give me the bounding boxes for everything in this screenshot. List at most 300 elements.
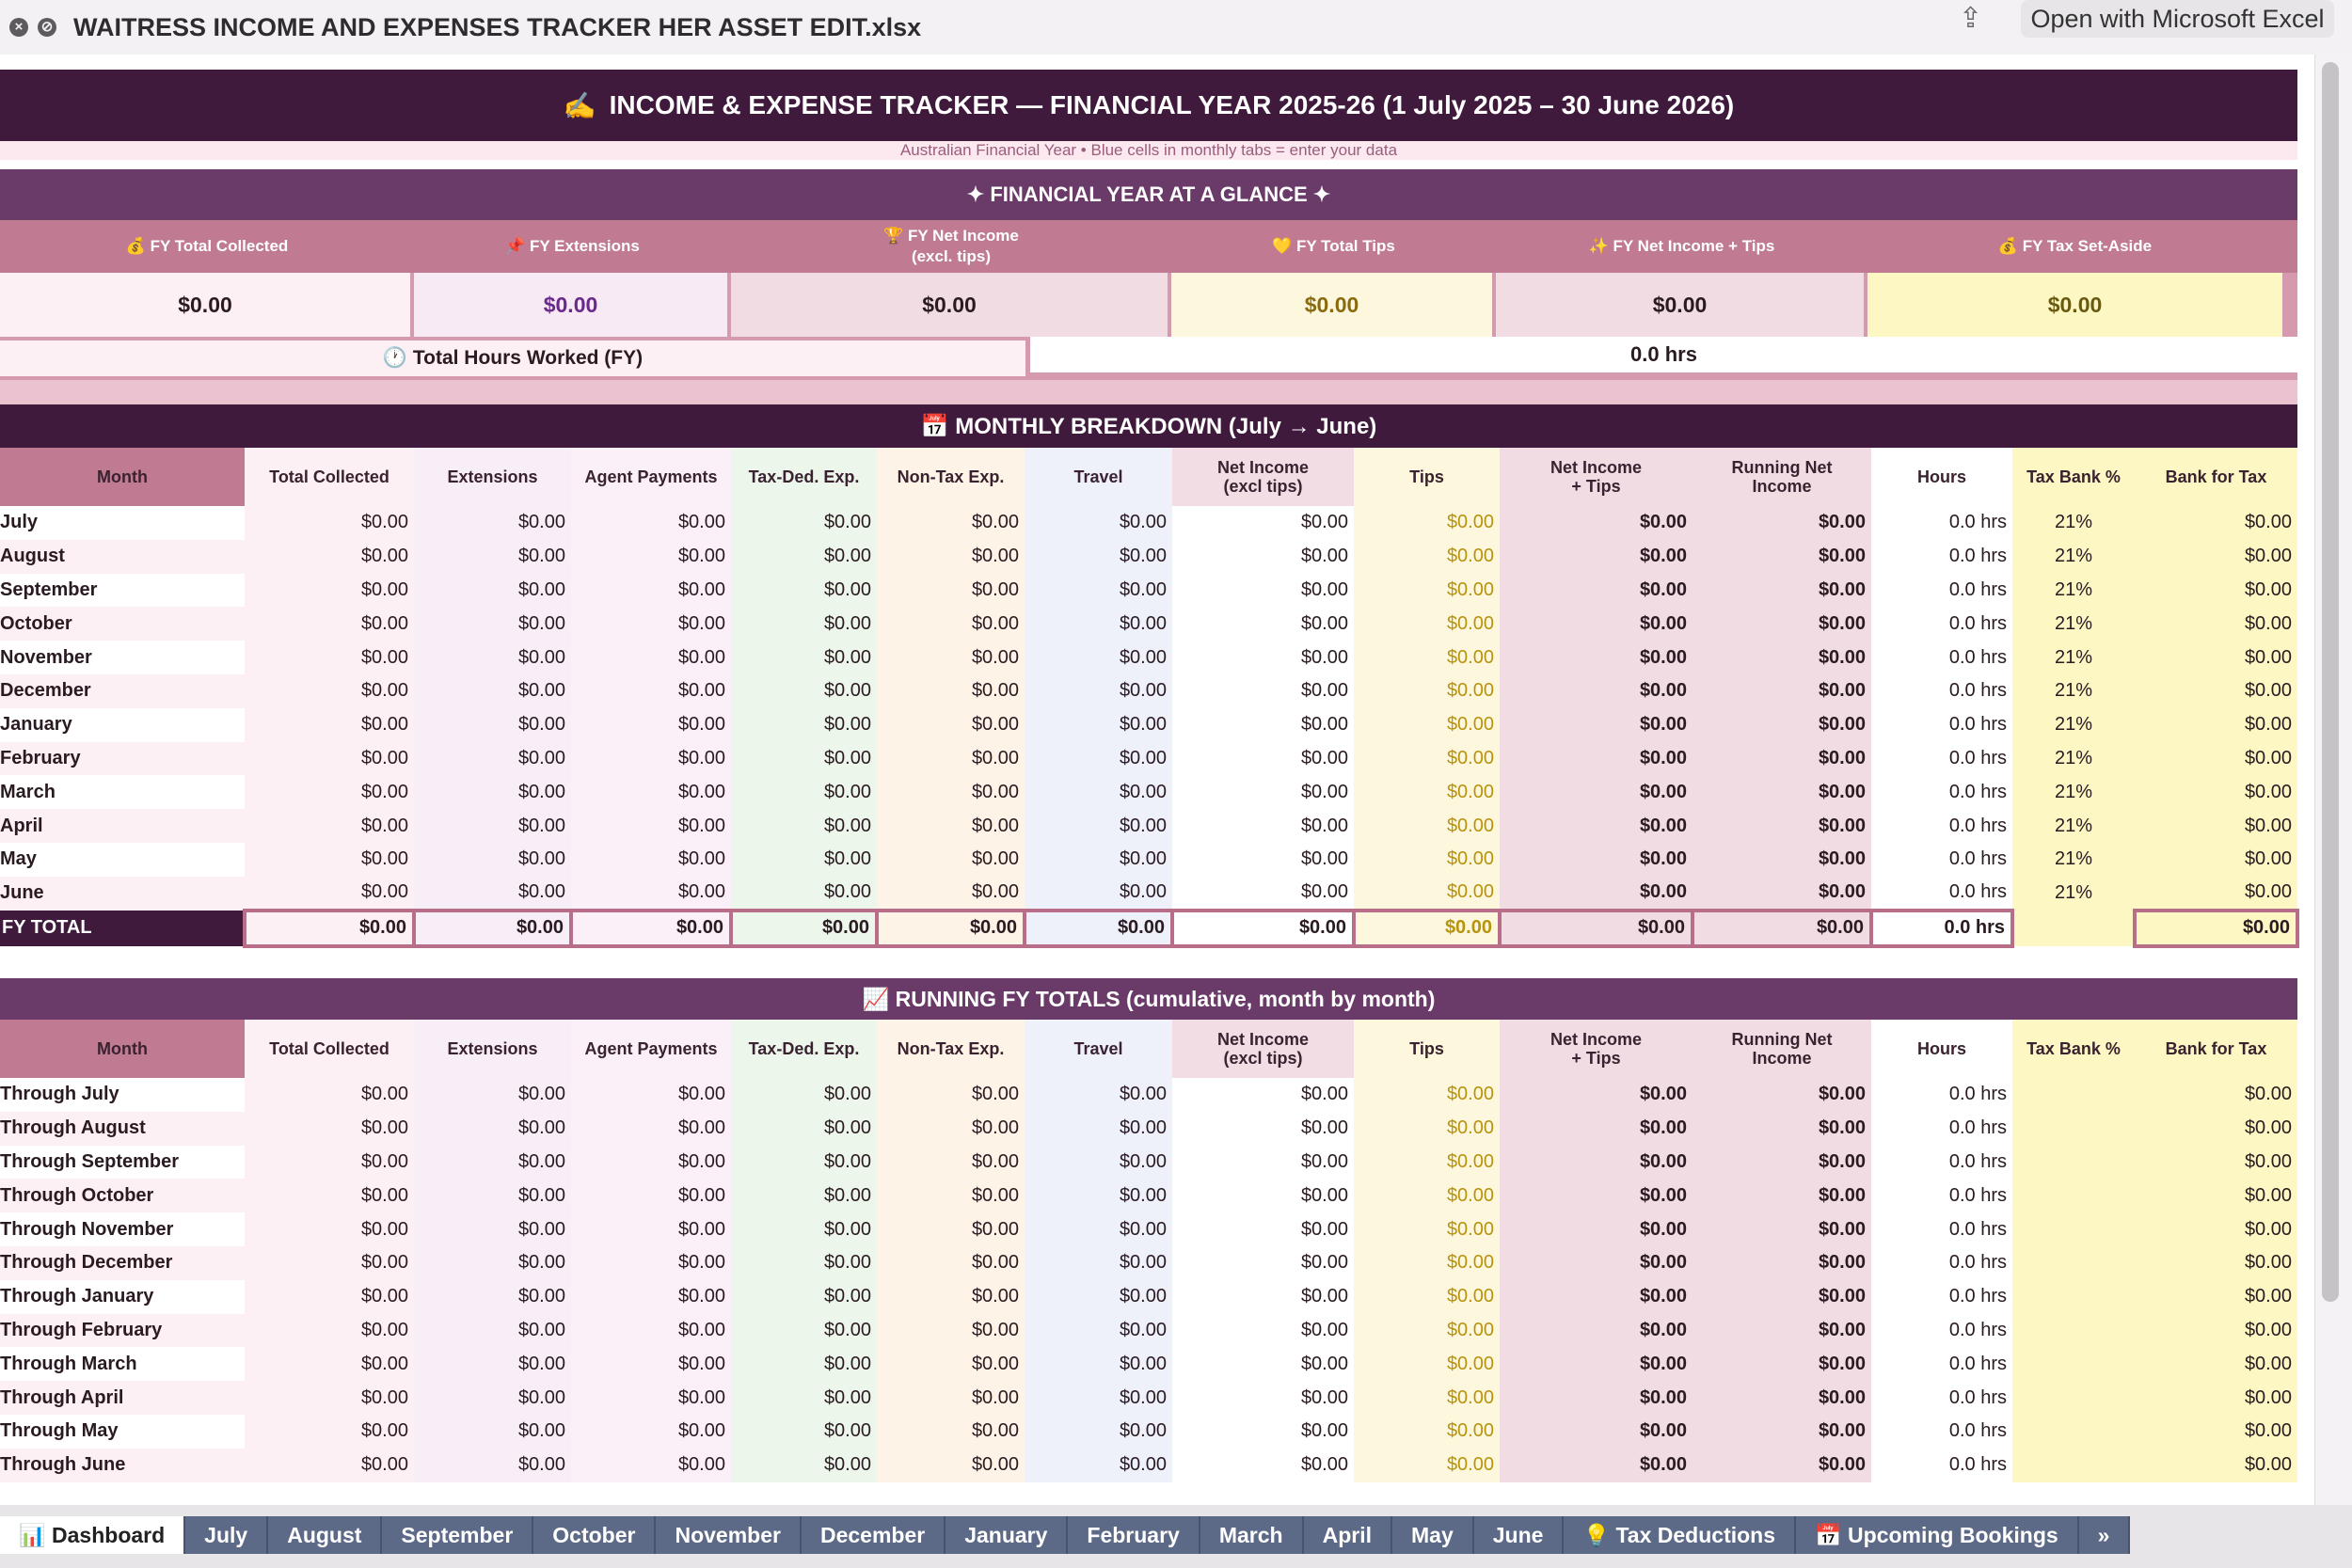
table-cell[interactable]: 21% — [2012, 641, 2135, 674]
table-cell[interactable]: $0.00 — [571, 1146, 731, 1180]
table-cell[interactable]: $0.00 — [731, 1347, 877, 1381]
table-cell[interactable]: $0.00 — [1500, 674, 1692, 708]
column-header[interactable]: Running Net Income — [1692, 1020, 1871, 1078]
table-cell[interactable]: 0.0 hrs — [1871, 775, 2012, 809]
total-cell[interactable]: $0.00 — [245, 911, 414, 946]
table-cell[interactable]: $0.00 — [731, 775, 877, 809]
table-cell[interactable]: $0.00 — [414, 742, 571, 776]
table-cell[interactable]: $0.00 — [571, 843, 731, 877]
table-cell[interactable]: $0.00 — [245, 1146, 414, 1180]
table-cell[interactable]: $0.00 — [877, 1381, 1025, 1415]
table-cell[interactable]: $0.00 — [1172, 574, 1354, 608]
column-header[interactable]: Travel — [1025, 1020, 1172, 1078]
table-cell[interactable]: $0.00 — [571, 708, 731, 742]
sheet-tab[interactable]: 💡 Tax Deductions — [1564, 1516, 1796, 1554]
table-cell[interactable]: $0.00 — [1692, 1078, 1871, 1112]
column-header[interactable]: Extensions — [414, 448, 571, 506]
row-label[interactable]: June — [0, 877, 245, 911]
table-cell[interactable]: $0.00 — [571, 1314, 731, 1348]
table-cell[interactable]: $0.00 — [1172, 1381, 1354, 1415]
table-cell[interactable]: 21% — [2012, 809, 2135, 843]
column-header[interactable]: Month — [0, 1020, 245, 1078]
total-cell[interactable]: $0.00 — [731, 911, 877, 946]
table-cell[interactable]: $0.00 — [1172, 708, 1354, 742]
table-cell[interactable]: $0.00 — [571, 809, 731, 843]
table-cell[interactable] — [2012, 1280, 2135, 1314]
table-cell[interactable]: $0.00 — [877, 641, 1025, 674]
table-cell[interactable]: $0.00 — [877, 607, 1025, 641]
table-cell[interactable]: $0.00 — [1692, 1280, 1871, 1314]
table-cell[interactable] — [2012, 1415, 2135, 1449]
table-cell[interactable]: 21% — [2012, 540, 2135, 574]
table-cell[interactable]: $0.00 — [1025, 607, 1172, 641]
column-header[interactable]: Hours — [1871, 1020, 2012, 1078]
table-cell[interactable]: 0.0 hrs — [1871, 1078, 2012, 1112]
row-label[interactable]: August — [0, 540, 245, 574]
table-cell[interactable]: $0.00 — [1354, 574, 1500, 608]
table-cell[interactable]: 0.0 hrs — [1871, 1179, 2012, 1212]
table-cell[interactable]: $0.00 — [877, 775, 1025, 809]
table-cell[interactable]: $0.00 — [1354, 775, 1500, 809]
table-cell[interactable]: $0.00 — [1692, 1314, 1871, 1348]
table-cell[interactable]: $0.00 — [245, 1212, 414, 1246]
table-cell[interactable]: $0.00 — [414, 1314, 571, 1348]
table-cell[interactable]: $0.00 — [877, 506, 1025, 540]
table-cell[interactable]: $0.00 — [1172, 540, 1354, 574]
table-cell[interactable]: $0.00 — [414, 1246, 571, 1280]
total-cell[interactable]: 0.0 hrs — [1871, 911, 2012, 946]
table-cell[interactable]: $0.00 — [245, 1314, 414, 1348]
table-cell[interactable] — [2012, 1179, 2135, 1212]
table-cell[interactable]: $0.00 — [1025, 1179, 1172, 1212]
table-cell[interactable]: $0.00 — [1354, 1314, 1500, 1348]
table-cell[interactable]: $0.00 — [1354, 1381, 1500, 1415]
table-cell[interactable]: 0.0 hrs — [1871, 540, 2012, 574]
sheet-tab[interactable]: February — [1068, 1516, 1200, 1554]
table-cell[interactable]: $0.00 — [414, 877, 571, 911]
table-cell[interactable]: $0.00 — [2135, 540, 2297, 574]
table-cell[interactable]: 21% — [2012, 843, 2135, 877]
table-cell[interactable]: $0.00 — [414, 1449, 571, 1482]
table-cell[interactable]: $0.00 — [414, 708, 571, 742]
table-cell[interactable]: $0.00 — [877, 1179, 1025, 1212]
table-cell[interactable]: $0.00 — [1500, 809, 1692, 843]
sheet-tab[interactable]: November — [656, 1516, 801, 1554]
table-cell[interactable]: $0.00 — [2135, 1212, 2297, 1246]
column-header[interactable]: Total Collected — [245, 448, 414, 506]
table-cell[interactable]: $0.00 — [2135, 1112, 2297, 1146]
table-cell[interactable]: $0.00 — [571, 1280, 731, 1314]
column-header[interactable]: Month — [0, 448, 245, 506]
column-header[interactable]: Bank for Tax — [2135, 1020, 2297, 1078]
column-header[interactable]: Tax-Ded. Exp. — [731, 448, 877, 506]
total-cell[interactable]: $0.00 — [1172, 911, 1354, 946]
table-cell[interactable]: $0.00 — [2135, 506, 2297, 540]
table-cell[interactable]: 0.0 hrs — [1871, 641, 2012, 674]
row-label[interactable]: March — [0, 775, 245, 809]
table-cell[interactable]: $0.00 — [1025, 708, 1172, 742]
table-cell[interactable]: $0.00 — [731, 1112, 877, 1146]
sheet-tab[interactable]: March — [1200, 1516, 1304, 1554]
table-cell[interactable]: $0.00 — [571, 1212, 731, 1246]
column-header[interactable]: Non-Tax Exp. — [877, 448, 1025, 506]
table-cell[interactable]: $0.00 — [1500, 1212, 1692, 1246]
table-cell[interactable]: $0.00 — [1692, 1212, 1871, 1246]
table-cell[interactable]: $0.00 — [731, 674, 877, 708]
column-header[interactable]: Extensions — [414, 1020, 571, 1078]
row-label[interactable]: Through February — [0, 1314, 245, 1348]
table-cell[interactable]: $0.00 — [1354, 809, 1500, 843]
table-cell[interactable]: $0.00 — [245, 1347, 414, 1381]
table-cell[interactable]: $0.00 — [1025, 1280, 1172, 1314]
table-cell[interactable]: $0.00 — [414, 1146, 571, 1180]
table-cell[interactable]: $0.00 — [1025, 1415, 1172, 1449]
table-cell[interactable]: $0.00 — [414, 1280, 571, 1314]
table-cell[interactable]: 0.0 hrs — [1871, 1146, 2012, 1180]
table-cell[interactable]: $0.00 — [2135, 1449, 2297, 1482]
table-cell[interactable]: $0.00 — [571, 775, 731, 809]
table-cell[interactable]: $0.00 — [1500, 775, 1692, 809]
scrollbar-thumb[interactable] — [2322, 62, 2339, 1302]
sheet-tab[interactable]: June — [1474, 1516, 1565, 1554]
table-cell[interactable]: $0.00 — [245, 607, 414, 641]
table-cell[interactable]: $0.00 — [731, 540, 877, 574]
table-cell[interactable]: $0.00 — [2135, 1246, 2297, 1280]
table-cell[interactable]: 21% — [2012, 775, 2135, 809]
column-header[interactable]: Net Income + Tips — [1500, 1020, 1692, 1078]
table-cell[interactable]: $0.00 — [1172, 1314, 1354, 1348]
table-cell[interactable]: $0.00 — [2135, 843, 2297, 877]
table-cell[interactable]: $0.00 — [2135, 574, 2297, 608]
table-cell[interactable]: $0.00 — [1025, 574, 1172, 608]
sheet-tab[interactable]: May — [1392, 1516, 1474, 1554]
table-cell[interactable]: $0.00 — [414, 607, 571, 641]
row-label[interactable]: Through March — [0, 1347, 245, 1381]
sheet-tab[interactable]: July — [185, 1516, 268, 1554]
row-label[interactable]: October — [0, 607, 245, 641]
row-label[interactable]: Through July — [0, 1078, 245, 1112]
total-cell[interactable]: $0.00 — [1500, 911, 1692, 946]
table-cell[interactable]: $0.00 — [731, 1280, 877, 1314]
row-label[interactable]: Through December — [0, 1246, 245, 1280]
table-cell[interactable]: $0.00 — [1692, 574, 1871, 608]
table-cell[interactable]: $0.00 — [414, 1381, 571, 1415]
table-cell[interactable]: $0.00 — [877, 1078, 1025, 1112]
table-cell[interactable]: $0.00 — [1025, 877, 1172, 911]
table-cell[interactable]: $0.00 — [1172, 843, 1354, 877]
total-cell[interactable]: $0.00 — [877, 911, 1025, 946]
table-cell[interactable]: $0.00 — [1500, 1078, 1692, 1112]
table-cell[interactable]: $0.00 — [414, 574, 571, 608]
table-cell[interactable]: $0.00 — [571, 1415, 731, 1449]
column-header[interactable]: Tax Bank % — [2012, 1020, 2135, 1078]
table-cell[interactable] — [2012, 1246, 2135, 1280]
table-cell[interactable]: $0.00 — [571, 1246, 731, 1280]
table-cell[interactable]: 21% — [2012, 506, 2135, 540]
row-label[interactable]: Through April — [0, 1381, 245, 1415]
table-cell[interactable]: $0.00 — [571, 877, 731, 911]
table-cell[interactable]: $0.00 — [2135, 674, 2297, 708]
table-cell[interactable]: $0.00 — [731, 641, 877, 674]
table-cell[interactable]: $0.00 — [1692, 674, 1871, 708]
table-cell[interactable]: $0.00 — [1025, 1381, 1172, 1415]
table-cell[interactable]: $0.00 — [1692, 775, 1871, 809]
table-cell[interactable]: $0.00 — [414, 1415, 571, 1449]
table-cell[interactable]: $0.00 — [414, 1078, 571, 1112]
row-label[interactable]: Through October — [0, 1179, 245, 1212]
column-header[interactable]: Bank for Tax — [2135, 448, 2297, 506]
row-label[interactable]: April — [0, 809, 245, 843]
table-cell[interactable]: $0.00 — [1500, 742, 1692, 776]
table-cell[interactable]: $0.00 — [245, 843, 414, 877]
table-cell[interactable]: $0.00 — [1692, 708, 1871, 742]
row-label[interactable]: Through November — [0, 1212, 245, 1246]
column-header[interactable]: Tax Bank % — [2012, 448, 2135, 506]
table-cell[interactable]: $0.00 — [731, 1449, 877, 1482]
close-icon[interactable]: × — [9, 18, 28, 37]
table-cell[interactable]: 21% — [2012, 742, 2135, 776]
table-cell[interactable]: $0.00 — [1025, 1112, 1172, 1146]
table-cell[interactable]: $0.00 — [2135, 809, 2297, 843]
table-cell[interactable]: $0.00 — [1172, 1347, 1354, 1381]
table-cell[interactable]: $0.00 — [2135, 607, 2297, 641]
table-cell[interactable]: $0.00 — [877, 1146, 1025, 1180]
column-header[interactable]: Net Income + Tips — [1500, 448, 1692, 506]
table-cell[interactable]: $0.00 — [2135, 1078, 2297, 1112]
table-cell[interactable]: $0.00 — [245, 641, 414, 674]
table-cell[interactable]: $0.00 — [245, 674, 414, 708]
table-cell[interactable]: $0.00 — [1500, 843, 1692, 877]
table-cell[interactable]: $0.00 — [1500, 1179, 1692, 1212]
table-cell[interactable]: $0.00 — [731, 574, 877, 608]
table-cell[interactable]: $0.00 — [1025, 1246, 1172, 1280]
table-cell[interactable]: $0.00 — [414, 540, 571, 574]
table-cell[interactable]: 21% — [2012, 574, 2135, 608]
table-cell[interactable]: $0.00 — [414, 1347, 571, 1381]
table-cell[interactable]: $0.00 — [1692, 607, 1871, 641]
column-header[interactable]: Non-Tax Exp. — [877, 1020, 1025, 1078]
table-cell[interactable]: $0.00 — [731, 1246, 877, 1280]
table-cell[interactable]: $0.00 — [571, 1347, 731, 1381]
table-cell[interactable]: $0.00 — [1172, 1449, 1354, 1482]
table-cell[interactable]: $0.00 — [245, 708, 414, 742]
sheet-tab[interactable]: 📊 Dashboard — [0, 1516, 185, 1554]
table-cell[interactable]: $0.00 — [1025, 540, 1172, 574]
table-cell[interactable]: $0.00 — [731, 1415, 877, 1449]
table-cell[interactable]: $0.00 — [1692, 1449, 1871, 1482]
table-cell[interactable]: $0.00 — [2135, 1179, 2297, 1212]
table-cell[interactable]: $0.00 — [245, 742, 414, 776]
table-cell[interactable]: $0.00 — [1692, 1246, 1871, 1280]
kpi-value[interactable]: $0.00 — [414, 273, 727, 337]
table-cell[interactable] — [2012, 1347, 2135, 1381]
sheet-tab[interactable]: 📅 Upcoming Bookings — [1796, 1516, 2079, 1554]
table-cell[interactable]: $0.00 — [1025, 1212, 1172, 1246]
table-cell[interactable]: $0.00 — [245, 1449, 414, 1482]
table-cell[interactable]: $0.00 — [414, 641, 571, 674]
table-cell[interactable]: 0.0 hrs — [1871, 1212, 2012, 1246]
table-cell[interactable]: $0.00 — [2135, 775, 2297, 809]
kpi-value[interactable]: $0.00 — [731, 273, 1168, 337]
table-cell[interactable]: $0.00 — [877, 843, 1025, 877]
table-cell[interactable]: $0.00 — [1354, 1112, 1500, 1146]
table-cell[interactable]: $0.00 — [245, 775, 414, 809]
total-cell[interactable]: $0.00 — [414, 911, 571, 946]
column-header[interactable]: Net Income (excl tips) — [1172, 1020, 1354, 1078]
row-label[interactable]: Through May — [0, 1415, 245, 1449]
table-cell[interactable]: $0.00 — [877, 809, 1025, 843]
row-label[interactable]: July — [0, 506, 245, 540]
total-cell[interactable]: $0.00 — [571, 911, 731, 946]
table-cell[interactable]: $0.00 — [1500, 1146, 1692, 1180]
table-cell[interactable]: $0.00 — [245, 506, 414, 540]
table-cell[interactable]: 21% — [2012, 607, 2135, 641]
sheet-tab[interactable]: April — [1304, 1516, 1392, 1554]
table-cell[interactable]: $0.00 — [571, 1179, 731, 1212]
table-cell[interactable]: $0.00 — [571, 506, 731, 540]
row-label[interactable]: December — [0, 674, 245, 708]
table-cell[interactable]: $0.00 — [571, 540, 731, 574]
table-cell[interactable]: $0.00 — [877, 1449, 1025, 1482]
row-label[interactable]: Through June — [0, 1449, 245, 1482]
table-cell[interactable]: $0.00 — [571, 641, 731, 674]
table-cell[interactable]: 0.0 hrs — [1871, 1112, 2012, 1146]
row-label[interactable]: September — [0, 574, 245, 608]
table-cell[interactable]: $0.00 — [877, 1112, 1025, 1146]
table-cell[interactable]: $0.00 — [1025, 506, 1172, 540]
column-header[interactable]: Agent Payments — [571, 448, 731, 506]
table-cell[interactable]: $0.00 — [1025, 641, 1172, 674]
table-cell[interactable]: $0.00 — [877, 877, 1025, 911]
table-cell[interactable]: $0.00 — [1692, 742, 1871, 776]
table-cell[interactable]: $0.00 — [245, 540, 414, 574]
table-cell[interactable]: $0.00 — [571, 1381, 731, 1415]
table-cell[interactable]: $0.00 — [1692, 641, 1871, 674]
table-cell[interactable]: $0.00 — [877, 1415, 1025, 1449]
table-cell[interactable]: $0.00 — [1500, 506, 1692, 540]
row-label[interactable]: May — [0, 843, 245, 877]
share-icon[interactable]: ⇪ — [1959, 3, 1983, 34]
table-cell[interactable]: $0.00 — [245, 1415, 414, 1449]
table-cell[interactable]: $0.00 — [1500, 1449, 1692, 1482]
table-cell[interactable]: 0.0 hrs — [1871, 809, 2012, 843]
table-cell[interactable]: $0.00 — [1354, 1246, 1500, 1280]
table-cell[interactable]: $0.00 — [731, 1078, 877, 1112]
table-cell[interactable]: $0.00 — [1692, 809, 1871, 843]
table-cell[interactable]: 0.0 hrs — [1871, 574, 2012, 608]
table-cell[interactable]: $0.00 — [1354, 1146, 1500, 1180]
table-cell[interactable]: $0.00 — [877, 674, 1025, 708]
table-cell[interactable]: $0.00 — [1025, 1449, 1172, 1482]
table-cell[interactable]: $0.00 — [877, 742, 1025, 776]
table-cell[interactable]: $0.00 — [1500, 540, 1692, 574]
table-cell[interactable]: $0.00 — [1025, 1146, 1172, 1180]
table-cell[interactable]: $0.00 — [731, 506, 877, 540]
table-cell[interactable]: $0.00 — [731, 1381, 877, 1415]
table-cell[interactable]: $0.00 — [414, 1179, 571, 1212]
table-cell[interactable]: 0.0 hrs — [1871, 607, 2012, 641]
table-cell[interactable]: $0.00 — [414, 809, 571, 843]
table-cell[interactable]: $0.00 — [245, 809, 414, 843]
table-cell[interactable]: $0.00 — [571, 607, 731, 641]
row-label[interactable]: Through August — [0, 1112, 245, 1146]
table-cell[interactable]: $0.00 — [731, 809, 877, 843]
table-cell[interactable]: $0.00 — [1692, 1347, 1871, 1381]
table-cell[interactable]: $0.00 — [877, 1280, 1025, 1314]
table-cell[interactable]: $0.00 — [731, 877, 877, 911]
total-hours-value[interactable]: 0.0 hrs — [1030, 337, 2297, 372]
table-cell[interactable]: $0.00 — [1354, 1449, 1500, 1482]
column-header[interactable]: Tips — [1354, 1020, 1500, 1078]
table-cell[interactable]: $0.00 — [1692, 1112, 1871, 1146]
table-cell[interactable]: 0.0 hrs — [1871, 843, 2012, 877]
column-header[interactable]: Tips — [1354, 448, 1500, 506]
table-cell[interactable]: $0.00 — [414, 843, 571, 877]
table-cell[interactable]: $0.00 — [2135, 1347, 2297, 1381]
table-cell[interactable]: $0.00 — [1172, 1112, 1354, 1146]
column-header[interactable]: Running Net Income — [1692, 448, 1871, 506]
table-cell[interactable]: $0.00 — [731, 607, 877, 641]
table-cell[interactable]: $0.00 — [877, 1246, 1025, 1280]
row-label[interactable]: February — [0, 742, 245, 776]
table-cell[interactable]: $0.00 — [1500, 708, 1692, 742]
table-cell[interactable]: $0.00 — [1172, 877, 1354, 911]
table-cell[interactable]: $0.00 — [1354, 540, 1500, 574]
table-cell[interactable]: $0.00 — [1354, 843, 1500, 877]
table-cell[interactable]: $0.00 — [1172, 809, 1354, 843]
table-cell[interactable]: $0.00 — [245, 574, 414, 608]
table-cell[interactable]: $0.00 — [245, 1280, 414, 1314]
table-cell[interactable]: $0.00 — [1172, 641, 1354, 674]
table-cell[interactable] — [2012, 1112, 2135, 1146]
table-cell[interactable]: $0.00 — [1354, 674, 1500, 708]
open-with-excel-button[interactable]: Open with Microsoft Excel — [2021, 0, 2334, 38]
table-cell[interactable]: $0.00 — [2135, 708, 2297, 742]
column-header[interactable]: Travel — [1025, 448, 1172, 506]
table-cell[interactable]: $0.00 — [731, 843, 877, 877]
table-cell[interactable]: $0.00 — [731, 1146, 877, 1180]
table-cell[interactable]: 0.0 hrs — [1871, 708, 2012, 742]
table-cell[interactable]: $0.00 — [2135, 1280, 2297, 1314]
table-cell[interactable]: 0.0 hrs — [1871, 1415, 2012, 1449]
table-cell[interactable]: $0.00 — [1172, 1078, 1354, 1112]
table-cell[interactable] — [2012, 1146, 2135, 1180]
table-cell[interactable]: $0.00 — [414, 1212, 571, 1246]
table-cell[interactable]: $0.00 — [414, 1112, 571, 1146]
table-cell[interactable]: $0.00 — [1025, 809, 1172, 843]
row-label[interactable]: November — [0, 641, 245, 674]
total-cell[interactable] — [2012, 911, 2135, 946]
table-cell[interactable] — [2012, 1449, 2135, 1482]
table-cell[interactable]: $0.00 — [1025, 1078, 1172, 1112]
table-cell[interactable]: 21% — [2012, 877, 2135, 911]
table-cell[interactable]: 0.0 hrs — [1871, 877, 2012, 911]
table-cell[interactable]: $0.00 — [1172, 506, 1354, 540]
table-cell[interactable]: $0.00 — [877, 708, 1025, 742]
table-cell[interactable]: $0.00 — [245, 1246, 414, 1280]
table-cell[interactable]: $0.00 — [731, 1212, 877, 1246]
table-cell[interactable]: $0.00 — [1354, 607, 1500, 641]
table-cell[interactable]: $0.00 — [1354, 641, 1500, 674]
table-cell[interactable] — [2012, 1212, 2135, 1246]
table-cell[interactable]: $0.00 — [245, 1078, 414, 1112]
table-cell[interactable]: 0.0 hrs — [1871, 1449, 2012, 1482]
table-cell[interactable]: 0.0 hrs — [1871, 1246, 2012, 1280]
table-cell[interactable]: $0.00 — [1025, 674, 1172, 708]
column-header[interactable]: Total Collected — [245, 1020, 414, 1078]
table-cell[interactable]: $0.00 — [731, 1179, 877, 1212]
table-cell[interactable]: 0.0 hrs — [1871, 1381, 2012, 1415]
